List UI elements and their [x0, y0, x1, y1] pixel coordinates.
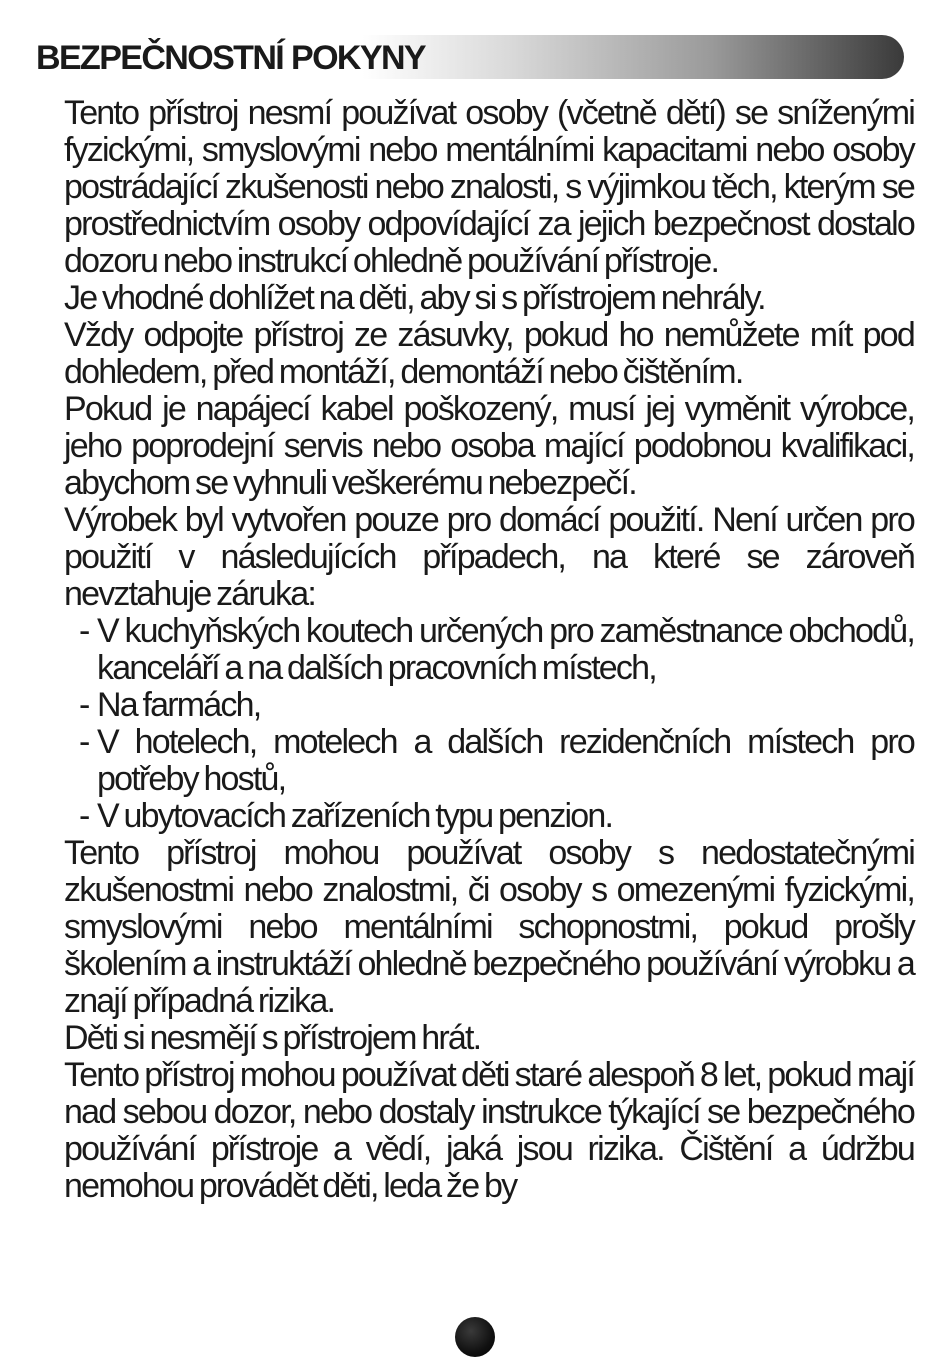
section-title: BEZPEČNOSTNÍ POKYNY — [36, 39, 425, 77]
bullet-dash: - — [79, 723, 89, 761]
list-item-text: V kuchyňských koutech určených pro zaměstnance obchodů, kanceláří a na dalších pracovních místech, — [97, 612, 914, 687]
paragraph-unplug: Vždy odpojte přístroj ze zásuvky, pokud ho nemůžete mít pod dohledem, před montáží, demontáží nebo čištěním. — [64, 316, 914, 391]
paragraph-children-8-years: Tento přístroj mohou používat děti staré alespoň 8 let, pokud mají nad sebou dozor, nebo dostaly instrukce týkající se bezpečného používání přístroje a vědí, jaká jsou rizika. Čištění a údržbu nemohou provádět děti, leda že by — [64, 1056, 914, 1205]
bullet-dash: - — [79, 686, 89, 724]
list-item — [64, 687, 914, 724]
excluded-uses-list — [64, 613, 914, 835]
bullet-dash: - — [79, 797, 89, 835]
page-marker-dot — [455, 1317, 495, 1357]
list-item — [64, 724, 914, 798]
paragraph-domestic-use: Výrobek byl vytvořen pouze pro domácí použití. Není určen pro použití v následujících případech, na které se zároveň nevztahuje záruka: — [64, 501, 914, 613]
bullet-dash: - — [79, 612, 89, 650]
list-item — [64, 798, 914, 835]
paragraph-children-play: Je vhodné dohlížet na děti, aby si s přístrojem nehrály. — [64, 279, 765, 317]
paragraph-supervision: Tento přístroj nesmí používat osoby (včetně dětí) se sníženými fyzickými, smyslovými nebo mentálními kapacitami nebo osoby postrádající zkušenosti nebo znalosti, s výjimkou těch, kterým se prostřednictvím osoby odpovídající za jejich bezpečnost dostalo dozoru nebo instrukcí ohledně používání přístroje. — [64, 94, 914, 280]
list-item — [64, 613, 914, 687]
paragraph-children-not-play: Děti si nesmějí s přístrojem hrát. — [64, 1019, 481, 1057]
list-item-text: V hotelech, motelech a dalších rezidenčních místech pro potřeby hostů, — [97, 723, 914, 798]
paragraph-power-cable: Pokud je napájecí kabel poškozený, musí jej vyměnit výrobce, jeho poprodejní servis nebo osoba mající podobnou kvalifikaci, abychom se vyhnuli veškerému nebezpečí. — [64, 390, 914, 502]
list-item-text: Na farmách, — [97, 686, 261, 724]
safety-instructions-body — [64, 95, 914, 1205]
list-item-text: V ubytovacích zařízeních typu penzion. — [97, 797, 613, 835]
paragraph-limited-capabilities: Tento přístroj mohou používat osoby s nedostatečnými zkušenostmi nebo znalostmi, či osoby s omezenými fyzickými, smyslovými nebo mentálními schopnostmi, pokud prošly školením a instruktáží ohledně bezpečného používání výrobku a znají případná rizika. — [64, 834, 914, 1020]
